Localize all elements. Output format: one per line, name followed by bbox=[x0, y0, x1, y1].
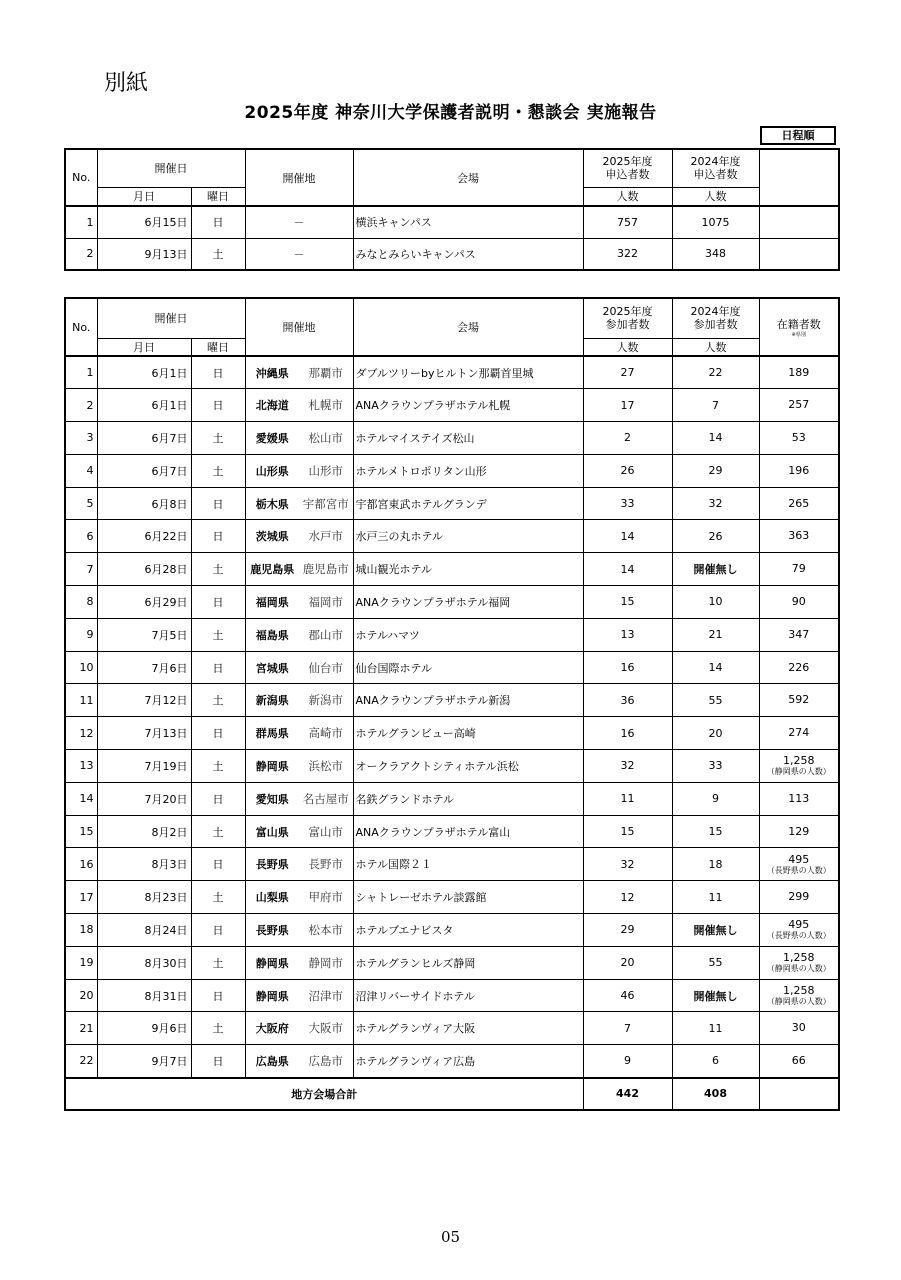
row-date: 9月6日 bbox=[97, 1012, 191, 1045]
row-venue: シャトレーゼホテル談露館 bbox=[353, 881, 583, 914]
row-city: 浜松市 bbox=[299, 750, 353, 783]
row-weekday: 日 bbox=[191, 782, 245, 815]
row-prefecture: 栃木県 bbox=[245, 487, 299, 520]
row-enrolled bbox=[759, 881, 839, 914]
row-weekday: 土 bbox=[191, 881, 245, 914]
enrolled-note: （静岡県の人数） bbox=[766, 767, 831, 777]
row-weekday: 土 bbox=[191, 454, 245, 487]
row-venue: ホテルグランヴィア広島 bbox=[353, 1045, 583, 1078]
enrolled-value: 196 bbox=[788, 463, 810, 477]
row-venue: 名鉄グランドホテル bbox=[353, 782, 583, 815]
row-date: 8月23日 bbox=[97, 881, 191, 914]
row-prefecture: 愛媛県 bbox=[245, 422, 299, 455]
enrolled-value: 1,258 bbox=[783, 754, 815, 768]
header-date: 開催日 bbox=[97, 149, 245, 187]
row-city: 山形市 bbox=[299, 454, 353, 487]
row-weekday: 日 bbox=[191, 717, 245, 750]
row-venue: ANAクラウンプラザホテル新潟 bbox=[353, 684, 583, 717]
row-2024: 26 bbox=[672, 520, 759, 553]
row-city: 福岡市 bbox=[299, 586, 353, 619]
row-city: 郡山市 bbox=[299, 618, 353, 651]
row-no: 3 bbox=[65, 422, 97, 455]
header-enrolled: 在籍者数 ※県別 bbox=[759, 298, 839, 356]
row-date: 6月7日 bbox=[97, 422, 191, 455]
table-row bbox=[65, 815, 839, 848]
row-venue: 水戸三の丸ホテル bbox=[353, 520, 583, 553]
row-2025: 32 bbox=[583, 848, 672, 881]
row-2024: 18 bbox=[672, 848, 759, 881]
table-row bbox=[65, 553, 839, 586]
annex-label: 別紙 bbox=[104, 71, 149, 96]
row-venue: 沼津リバーサイドホテル bbox=[353, 979, 583, 1012]
row-prefecture: 静岡県 bbox=[245, 979, 299, 1012]
row-weekday: 日 bbox=[191, 914, 245, 947]
row-2025: 322 bbox=[583, 238, 672, 270]
row-no: 12 bbox=[65, 717, 97, 750]
row-weekday: 土 bbox=[191, 618, 245, 651]
table-row bbox=[65, 422, 839, 455]
row-date: 6月8日 bbox=[97, 487, 191, 520]
row-2025: 33 bbox=[583, 487, 672, 520]
table-row bbox=[65, 946, 839, 979]
row-city: 仙台市 bbox=[299, 651, 353, 684]
row-enrolled bbox=[759, 979, 839, 1012]
row-no: 18 bbox=[65, 914, 97, 947]
row-city: 鹿児島市 bbox=[299, 553, 353, 586]
row-weekday: 土 bbox=[191, 422, 245, 455]
row-no: 11 bbox=[65, 684, 97, 717]
row-date: 9月13日 bbox=[97, 238, 191, 270]
row-enrolled bbox=[759, 454, 839, 487]
enrolled-value: 66 bbox=[791, 1053, 806, 1067]
row-2025: 7 bbox=[583, 1012, 672, 1045]
table-row bbox=[65, 1045, 839, 1078]
row-no: 21 bbox=[65, 1012, 97, 1045]
row-weekday: 日 bbox=[191, 651, 245, 684]
enrolled-value: 347 bbox=[788, 627, 810, 641]
enrolled-value: 265 bbox=[788, 496, 810, 510]
row-2024: 15 bbox=[672, 815, 759, 848]
row-2025: 16 bbox=[583, 651, 672, 684]
row-2025: 14 bbox=[583, 520, 672, 553]
row-enrolled bbox=[759, 356, 839, 389]
row-no: 22 bbox=[65, 1045, 97, 1078]
row-date: 8月30日 bbox=[97, 946, 191, 979]
row-city: 名古屋市 bbox=[299, 782, 353, 815]
row-city: 松本市 bbox=[299, 914, 353, 947]
row-enrolled bbox=[759, 422, 839, 455]
row-2025: 27 bbox=[583, 356, 672, 389]
row-prefecture: 静岡県 bbox=[245, 946, 299, 979]
row-date: 9月7日 bbox=[97, 1045, 191, 1078]
row-location: － bbox=[245, 206, 353, 238]
row-prefecture: 福岡県 bbox=[245, 586, 299, 619]
row-2025: 36 bbox=[583, 684, 672, 717]
row-prefecture: 愛知県 bbox=[245, 782, 299, 815]
row-2024: 11 bbox=[672, 1012, 759, 1045]
row-prefecture: 長野県 bbox=[245, 848, 299, 881]
row-2024: 6 bbox=[672, 1045, 759, 1078]
row-city: 宇都宮市 bbox=[299, 487, 353, 520]
row-date: 7月6日 bbox=[97, 651, 191, 684]
row-no: 1 bbox=[65, 206, 97, 238]
row-2025: 16 bbox=[583, 717, 672, 750]
row-enrolled bbox=[759, 750, 839, 783]
header-venue: 会場 bbox=[353, 298, 583, 356]
row-location: － bbox=[245, 238, 353, 270]
row-venue: ホテルグランヴィア大阪 bbox=[353, 1012, 583, 1045]
table-row bbox=[65, 356, 839, 389]
row-date: 8月2日 bbox=[97, 815, 191, 848]
enrolled-value: 53 bbox=[791, 430, 806, 444]
table-row bbox=[65, 206, 839, 238]
row-2024: 29 bbox=[672, 454, 759, 487]
total-empty bbox=[759, 1078, 839, 1110]
header-weekday: 曜日 bbox=[191, 338, 245, 356]
enrolled-note: （長野県の人数） bbox=[766, 931, 831, 941]
row-venue: ホテルグランヒルズ静岡 bbox=[353, 946, 583, 979]
header-count: 人数 bbox=[672, 187, 759, 206]
header-date: 開催日 bbox=[97, 298, 245, 338]
row-no: 1 bbox=[65, 356, 97, 389]
row-no: 17 bbox=[65, 881, 97, 914]
row-2025: 9 bbox=[583, 1045, 672, 1078]
enrolled-value: 189 bbox=[788, 365, 810, 379]
row-city: 沼津市 bbox=[299, 979, 353, 1012]
row-date: 6月1日 bbox=[97, 356, 191, 389]
row-enrolled bbox=[759, 618, 839, 651]
row-prefecture: 福島県 bbox=[245, 618, 299, 651]
table-row bbox=[65, 979, 839, 1012]
row-date: 6月1日 bbox=[97, 389, 191, 422]
table-row bbox=[65, 782, 839, 815]
row-city: 水戸市 bbox=[299, 520, 353, 553]
row-weekday: 土 bbox=[191, 238, 245, 270]
header-month-day: 月日 bbox=[97, 338, 191, 356]
header-weekday: 曜日 bbox=[191, 187, 245, 206]
table-row bbox=[65, 881, 839, 914]
row-2024: 14 bbox=[672, 422, 759, 455]
enrolled-value: 299 bbox=[788, 890, 810, 904]
table-row bbox=[65, 389, 839, 422]
row-prefecture: 新潟県 bbox=[245, 684, 299, 717]
row-city: 高崎市 bbox=[299, 717, 353, 750]
table-row bbox=[65, 651, 839, 684]
row-date: 7月13日 bbox=[97, 717, 191, 750]
row-prefecture: 北海道 bbox=[245, 389, 299, 422]
row-2024: 開催無し bbox=[672, 914, 759, 947]
row-enrolled bbox=[759, 782, 839, 815]
header-count: 人数 bbox=[672, 338, 759, 356]
row-venue: ホテルマイステイズ松山 bbox=[353, 422, 583, 455]
enrolled-value: 30 bbox=[791, 1021, 806, 1035]
row-no: 20 bbox=[65, 979, 97, 1012]
header-2024: 2024年度 参加者数 bbox=[672, 298, 759, 338]
enrolled-value: 226 bbox=[788, 660, 810, 674]
row-prefecture: 沖縄県 bbox=[245, 356, 299, 389]
row-2025: 15 bbox=[583, 815, 672, 848]
header-empty bbox=[759, 149, 839, 206]
row-venue: ホテルグランビュー高崎 bbox=[353, 717, 583, 750]
row-venue: ホテルブエナビスタ bbox=[353, 914, 583, 947]
enrolled-note: （長野県の人数） bbox=[766, 865, 831, 875]
row-no: 9 bbox=[65, 618, 97, 651]
row-no: 14 bbox=[65, 782, 97, 815]
row-2025: 26 bbox=[583, 454, 672, 487]
row-enrolled bbox=[759, 815, 839, 848]
enrolled-value: 113 bbox=[788, 791, 810, 805]
row-city: 新潟市 bbox=[299, 684, 353, 717]
row-enrolled bbox=[759, 1012, 839, 1045]
enrolled-value: 592 bbox=[788, 693, 810, 707]
row-date: 8月24日 bbox=[97, 914, 191, 947]
row-prefecture: 群馬県 bbox=[245, 717, 299, 750]
row-weekday: 土 bbox=[191, 1012, 245, 1045]
row-no: 5 bbox=[65, 487, 97, 520]
row-city: 長野市 bbox=[299, 848, 353, 881]
row-no: 19 bbox=[65, 946, 97, 979]
row-venue: 横浜キャンパス bbox=[353, 206, 583, 238]
row-2024: 9 bbox=[672, 782, 759, 815]
header-month-day: 月日 bbox=[97, 187, 191, 206]
row-enrolled bbox=[759, 946, 839, 979]
row-weekday: 日 bbox=[191, 586, 245, 619]
row-no: 4 bbox=[65, 454, 97, 487]
row-enrolled bbox=[759, 914, 839, 947]
row-2025: 32 bbox=[583, 750, 672, 783]
row-date: 7月19日 bbox=[97, 750, 191, 783]
row-2024: 55 bbox=[672, 946, 759, 979]
row-2025: 20 bbox=[583, 946, 672, 979]
row-2025: 14 bbox=[583, 553, 672, 586]
row-weekday: 日 bbox=[191, 979, 245, 1012]
row-date: 7月5日 bbox=[97, 618, 191, 651]
row-date: 6月22日 bbox=[97, 520, 191, 553]
header-no: No. bbox=[65, 149, 97, 206]
row-no: 2 bbox=[65, 238, 97, 270]
total-row bbox=[65, 1078, 839, 1110]
row-weekday: 土 bbox=[191, 815, 245, 848]
row-venue: みなとみらいキャンパス bbox=[353, 238, 583, 270]
row-enrolled bbox=[759, 520, 839, 553]
row-2024: 開催無し bbox=[672, 553, 759, 586]
row-venue: ANAクラウンプラザホテル福岡 bbox=[353, 586, 583, 619]
row-weekday: 日 bbox=[191, 389, 245, 422]
row-2024: 開催無し bbox=[672, 979, 759, 1012]
row-no: 7 bbox=[65, 553, 97, 586]
row-venue: 宇都宮東武ホテルグランデ bbox=[353, 487, 583, 520]
row-venue: ダブルツリーbyヒルトン那覇首里城 bbox=[353, 356, 583, 389]
row-2024: 20 bbox=[672, 717, 759, 750]
row-prefecture: 富山県 bbox=[245, 815, 299, 848]
row-city: 松山市 bbox=[299, 422, 353, 455]
enrolled-value: 257 bbox=[788, 398, 810, 412]
row-weekday: 日 bbox=[191, 206, 245, 238]
table-row bbox=[65, 520, 839, 553]
row-2025: 17 bbox=[583, 389, 672, 422]
row-no: 6 bbox=[65, 520, 97, 553]
enrolled-value: 90 bbox=[791, 594, 806, 608]
row-city: 大阪市 bbox=[299, 1012, 353, 1045]
row-2025: 46 bbox=[583, 979, 672, 1012]
row-prefecture: 山梨県 bbox=[245, 881, 299, 914]
header-location: 開催地 bbox=[245, 149, 353, 206]
row-date: 7月12日 bbox=[97, 684, 191, 717]
regional-table bbox=[64, 297, 840, 1111]
row-no: 13 bbox=[65, 750, 97, 783]
page-title: 2025年度 神奈川大学保護者説明・懇談会 実施報告 bbox=[244, 103, 657, 123]
row-2024: 10 bbox=[672, 586, 759, 619]
row-city: 富山市 bbox=[299, 815, 353, 848]
row-weekday: 日 bbox=[191, 520, 245, 553]
row-weekday: 日 bbox=[191, 848, 245, 881]
row-weekday: 日 bbox=[191, 1045, 245, 1078]
row-venue: 城山観光ホテル bbox=[353, 553, 583, 586]
row-weekday: 日 bbox=[191, 356, 245, 389]
header-2025: 2025年度 参加者数 bbox=[583, 298, 672, 338]
row-venue: ANAクラウンプラザホテル富山 bbox=[353, 815, 583, 848]
row-prefecture: 長野県 bbox=[245, 914, 299, 947]
row-2025: 757 bbox=[583, 206, 672, 238]
enrolled-note: （静岡県の人数） bbox=[766, 997, 831, 1007]
row-venue: オークラアクトシティホテル浜松 bbox=[353, 750, 583, 783]
row-date: 6月7日 bbox=[97, 454, 191, 487]
enrolled-value: 274 bbox=[788, 726, 810, 740]
row-2025: 11 bbox=[583, 782, 672, 815]
order-label: 日程順 bbox=[760, 126, 836, 145]
row-no: 10 bbox=[65, 651, 97, 684]
row-venue: ホテルハマツ bbox=[353, 618, 583, 651]
header-count: 人数 bbox=[583, 338, 672, 356]
row-2025: 2 bbox=[583, 422, 672, 455]
header-2024: 2024年度 申込者数 bbox=[672, 149, 759, 187]
enrolled-value: 495 bbox=[788, 852, 810, 866]
row-date: 8月31日 bbox=[97, 979, 191, 1012]
row-2024: 22 bbox=[672, 356, 759, 389]
enrolled-value: 363 bbox=[788, 529, 810, 543]
enrolled-note: （静岡県の人数） bbox=[766, 964, 831, 974]
row-2024: 11 bbox=[672, 881, 759, 914]
row-empty bbox=[759, 238, 839, 270]
row-weekday: 土 bbox=[191, 946, 245, 979]
row-2025: 29 bbox=[583, 914, 672, 947]
row-city: 甲府市 bbox=[299, 881, 353, 914]
row-2025: 13 bbox=[583, 618, 672, 651]
header-2025: 2025年度 申込者数 bbox=[583, 149, 672, 187]
row-2024: 33 bbox=[672, 750, 759, 783]
row-date: 7月20日 bbox=[97, 782, 191, 815]
row-enrolled bbox=[759, 651, 839, 684]
total-label: 地方会場合計 bbox=[65, 1078, 583, 1110]
row-no: 8 bbox=[65, 586, 97, 619]
table-row bbox=[65, 914, 839, 947]
row-prefecture: 茨城県 bbox=[245, 520, 299, 553]
row-venue: ANAクラウンプラザホテル札幌 bbox=[353, 389, 583, 422]
row-prefecture: 宮城県 bbox=[245, 651, 299, 684]
enrolled-value: 495 bbox=[788, 918, 810, 932]
row-venue: ホテル国際２１ bbox=[353, 848, 583, 881]
header-venue: 会場 bbox=[353, 149, 583, 206]
row-enrolled bbox=[759, 389, 839, 422]
table-row bbox=[65, 618, 839, 651]
row-enrolled bbox=[759, 717, 839, 750]
row-date: 6月28日 bbox=[97, 553, 191, 586]
row-weekday: 土 bbox=[191, 553, 245, 586]
table-row bbox=[65, 487, 839, 520]
row-enrolled bbox=[759, 586, 839, 619]
row-2024: 1075 bbox=[672, 206, 759, 238]
enrolled-value: 1,258 bbox=[783, 951, 815, 965]
row-2024: 21 bbox=[672, 618, 759, 651]
row-enrolled bbox=[759, 684, 839, 717]
row-2025: 12 bbox=[583, 881, 672, 914]
row-2024: 32 bbox=[672, 487, 759, 520]
row-date: 6月29日 bbox=[97, 586, 191, 619]
row-no: 16 bbox=[65, 848, 97, 881]
row-weekday: 土 bbox=[191, 684, 245, 717]
table-row bbox=[65, 1012, 839, 1045]
row-2025: 15 bbox=[583, 586, 672, 619]
row-2024: 7 bbox=[672, 389, 759, 422]
enrolled-value: 129 bbox=[788, 824, 810, 838]
enrolled-value: 1,258 bbox=[783, 984, 815, 998]
page-number: 05 bbox=[440, 1228, 461, 1246]
table-row bbox=[65, 684, 839, 717]
row-2024: 55 bbox=[672, 684, 759, 717]
row-2024: 348 bbox=[672, 238, 759, 270]
row-date: 8月3日 bbox=[97, 848, 191, 881]
row-venue: 仙台国際ホテル bbox=[353, 651, 583, 684]
enrolled-value: 79 bbox=[791, 562, 806, 576]
campus-table bbox=[64, 148, 840, 271]
header-count: 人数 bbox=[583, 187, 672, 206]
header-location: 開催地 bbox=[245, 298, 353, 356]
row-venue: ホテルメトロポリタン山形 bbox=[353, 454, 583, 487]
row-date: 6月15日 bbox=[97, 206, 191, 238]
row-enrolled bbox=[759, 487, 839, 520]
table-row bbox=[65, 586, 839, 619]
total-2024: 408 bbox=[672, 1078, 759, 1110]
row-prefecture: 鹿児島県 bbox=[245, 553, 299, 586]
row-2024: 14 bbox=[672, 651, 759, 684]
row-no: 15 bbox=[65, 815, 97, 848]
row-enrolled bbox=[759, 1045, 839, 1078]
row-city: 札幌市 bbox=[299, 389, 353, 422]
row-empty bbox=[759, 206, 839, 238]
row-city: 静岡市 bbox=[299, 946, 353, 979]
row-prefecture: 大阪府 bbox=[245, 1012, 299, 1045]
row-prefecture: 静岡県 bbox=[245, 750, 299, 783]
table-row bbox=[65, 454, 839, 487]
row-weekday: 日 bbox=[191, 487, 245, 520]
row-prefecture: 山形県 bbox=[245, 454, 299, 487]
header-no: No. bbox=[65, 298, 97, 356]
row-city: 那覇市 bbox=[299, 356, 353, 389]
row-weekday: 土 bbox=[191, 750, 245, 783]
row-prefecture: 広島県 bbox=[245, 1045, 299, 1078]
table-row bbox=[65, 717, 839, 750]
table-row bbox=[65, 750, 839, 783]
row-enrolled bbox=[759, 553, 839, 586]
table-row bbox=[65, 238, 839, 270]
row-enrolled bbox=[759, 848, 839, 881]
row-city: 広島市 bbox=[299, 1045, 353, 1078]
table-row bbox=[65, 848, 839, 881]
total-2025: 442 bbox=[583, 1078, 672, 1110]
row-no: 2 bbox=[65, 389, 97, 422]
